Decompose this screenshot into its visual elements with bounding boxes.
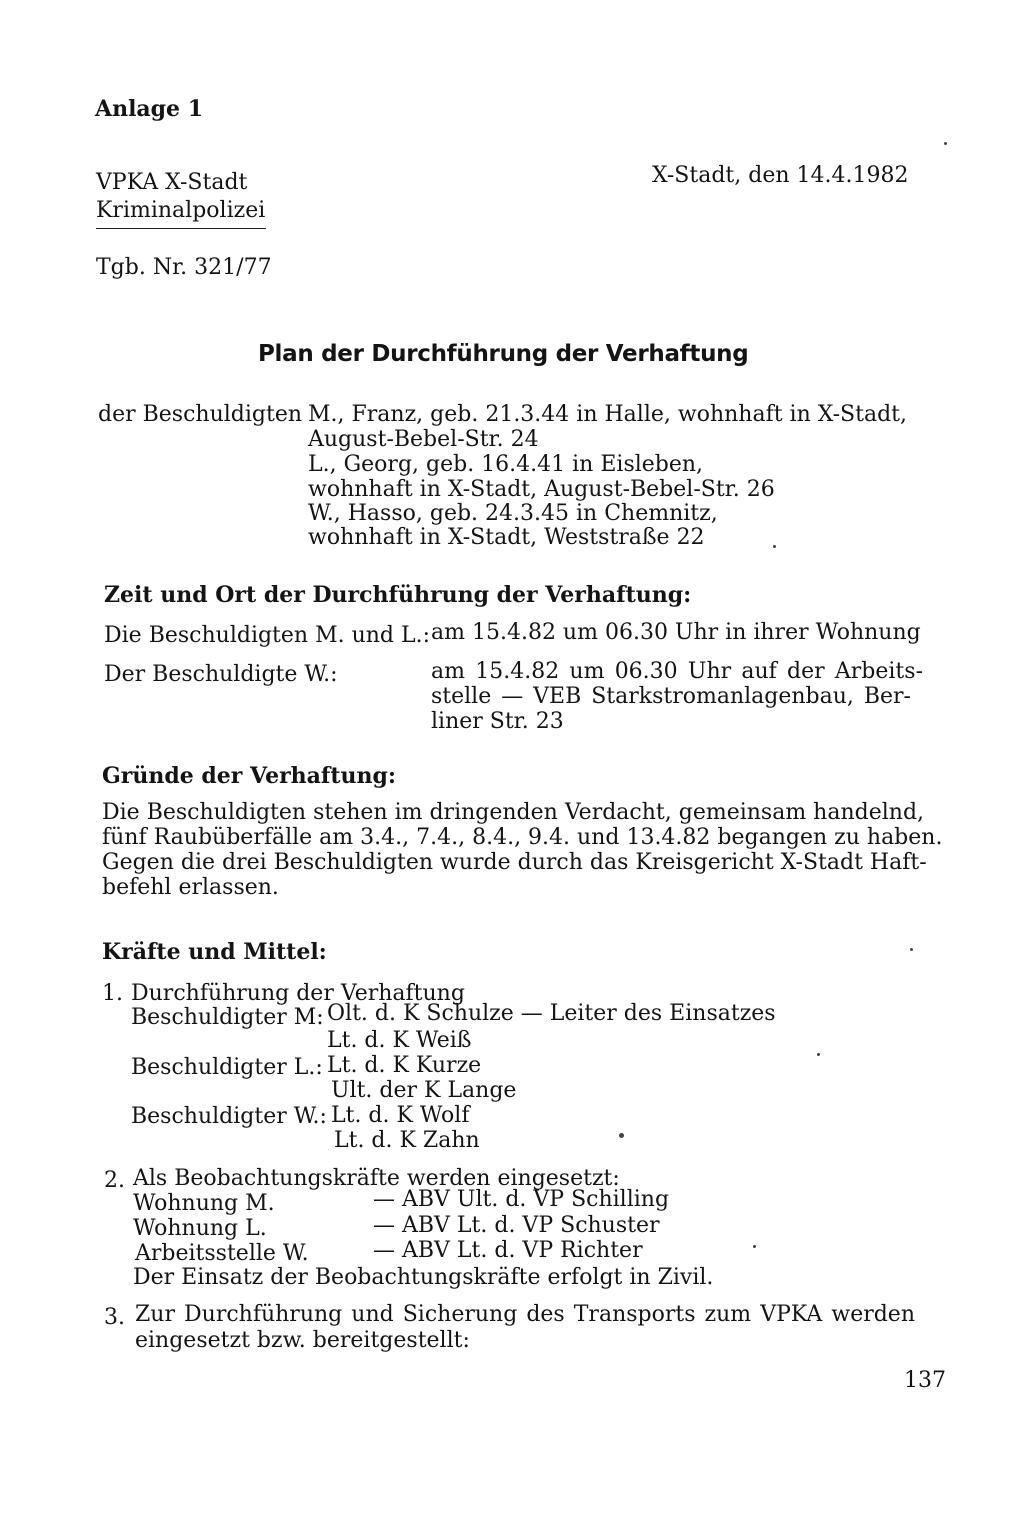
office-name: VPKA X-Stadt (96, 170, 248, 195)
scan-speck (753, 1245, 756, 1248)
item-row-value: — ABV Lt. d. VP Schuster (373, 1213, 660, 1238)
time-place-value: stelle — VEB Starkstromanlagenbau, Ber- (431, 684, 911, 709)
item-row-value: Olt. d. K Schulze — Leiter des Einsatzes (327, 1001, 776, 1026)
reasons-line: befehl erlassen. (102, 875, 279, 900)
item-number: 2. (104, 1168, 125, 1193)
time-place-label: Die Beschuldigten M. und L.: (104, 623, 431, 648)
accused-line: wohnhaft in X-Stadt, August-Bebel-Str. 26 (308, 477, 775, 502)
item-row-label: Wohnung M. (133, 1191, 275, 1216)
scan-speck (773, 545, 776, 548)
item-row-label: Wohnung L. (133, 1216, 267, 1241)
time-place-value: am 15.4.82 um 06.30 Uhr in ihrer Wohnung (431, 620, 921, 645)
item-note: Der Einsatz der Beobachtungskräfte erfolgt in Zivil. (133, 1265, 714, 1290)
item-text-line: Zur Durchführung und Sicherung des Transports zum VPKA werden (135, 1302, 915, 1327)
header-divider (96, 228, 266, 229)
item-row-value: Ult. der K Lange (331, 1078, 517, 1103)
item-row-value: Lt. d. K Kurze (327, 1053, 482, 1078)
item-title: Als Beobachtungskräfte werden eingesetzt: (133, 1166, 620, 1191)
item-row-value: Lt. d. K Wolf (331, 1103, 470, 1128)
accused-line: August-Bebel-Str. 24 (308, 427, 539, 452)
annex-label: Anlage 1 (95, 96, 204, 122)
item-row-value: Lt. d. K Weiß (327, 1028, 472, 1053)
scan-speck (910, 948, 913, 951)
reasons-line: fünf Raubüberfälle am 3.4., 7.4., 8.4., 9.4. und 13.4.82 begangen zu haben. (102, 825, 943, 850)
time-place-heading: Zeit und Ort der Durchführung der Verhaftung: (104, 582, 692, 608)
office-department: Kriminalpolizei (96, 198, 266, 223)
reasons-heading: Gründe der Verhaftung: (102, 763, 397, 789)
place-date: X-Stadt, den 14.4.1982 (652, 163, 909, 188)
reasons-line: Gegen die drei Beschuldigten wurde durch das Kreisgericht X-Stadt Haft- (102, 850, 927, 875)
time-place-value: liner Str. 23 (431, 709, 564, 734)
item-row-label: Beschuldigter M: (131, 1005, 324, 1030)
scan-speck (619, 1133, 624, 1138)
scan-speck (817, 1053, 820, 1056)
accused-intro: der Beschuldigten (98, 402, 303, 427)
accused-line: M., Franz, geb. 21.3.44 in Halle, wohnhaft in X-Stadt, (308, 402, 907, 427)
forces-heading: Kräfte und Mittel: (102, 939, 327, 965)
accused-line: W., Hasso, geb. 24.3.45 in Chemnitz, (308, 501, 718, 526)
item-text-line: eingesetzt bzw. bereitgestellt: (135, 1328, 470, 1353)
item-row-value: Lt. d. K Zahn (334, 1128, 480, 1153)
accused-line: wohnhaft in X-Stadt, Weststraße 22 (308, 525, 705, 550)
item-row-value: — ABV Ult. d. VP Schilling (373, 1187, 670, 1212)
item-title: Durchführung der Verhaftung (131, 981, 465, 1006)
time-place-value: am 15.4.82 um 06.30 Uhr auf der Arbeits- (431, 659, 923, 684)
time-place-label: Der Beschuldigte W.: (104, 662, 338, 687)
item-row-label: Beschuldigter W.: (131, 1104, 327, 1129)
reasons-line: Die Beschuldigten stehen im dringenden Verdacht, gemeinsam handelnd, (102, 800, 925, 825)
item-number: 1. (102, 981, 123, 1006)
page-title: Plan der Durchführung der Verhaftung (258, 341, 749, 367)
journal-number: Tgb. Nr. 321/77 (96, 255, 272, 280)
item-number: 3. (104, 1305, 125, 1330)
reasons-paragraph (102, 800, 943, 900)
scan-speck (944, 142, 947, 145)
accused-line: L., Georg, geb. 16.4.41 in Eisleben, (308, 452, 704, 477)
item-row-label: Beschuldigter L.: (131, 1055, 323, 1080)
item-row-value: — ABV Lt. d. VP Richter (373, 1238, 643, 1263)
page-number: 137 (904, 1368, 946, 1393)
item-row-label: Arbeitsstelle W. (135, 1241, 309, 1266)
